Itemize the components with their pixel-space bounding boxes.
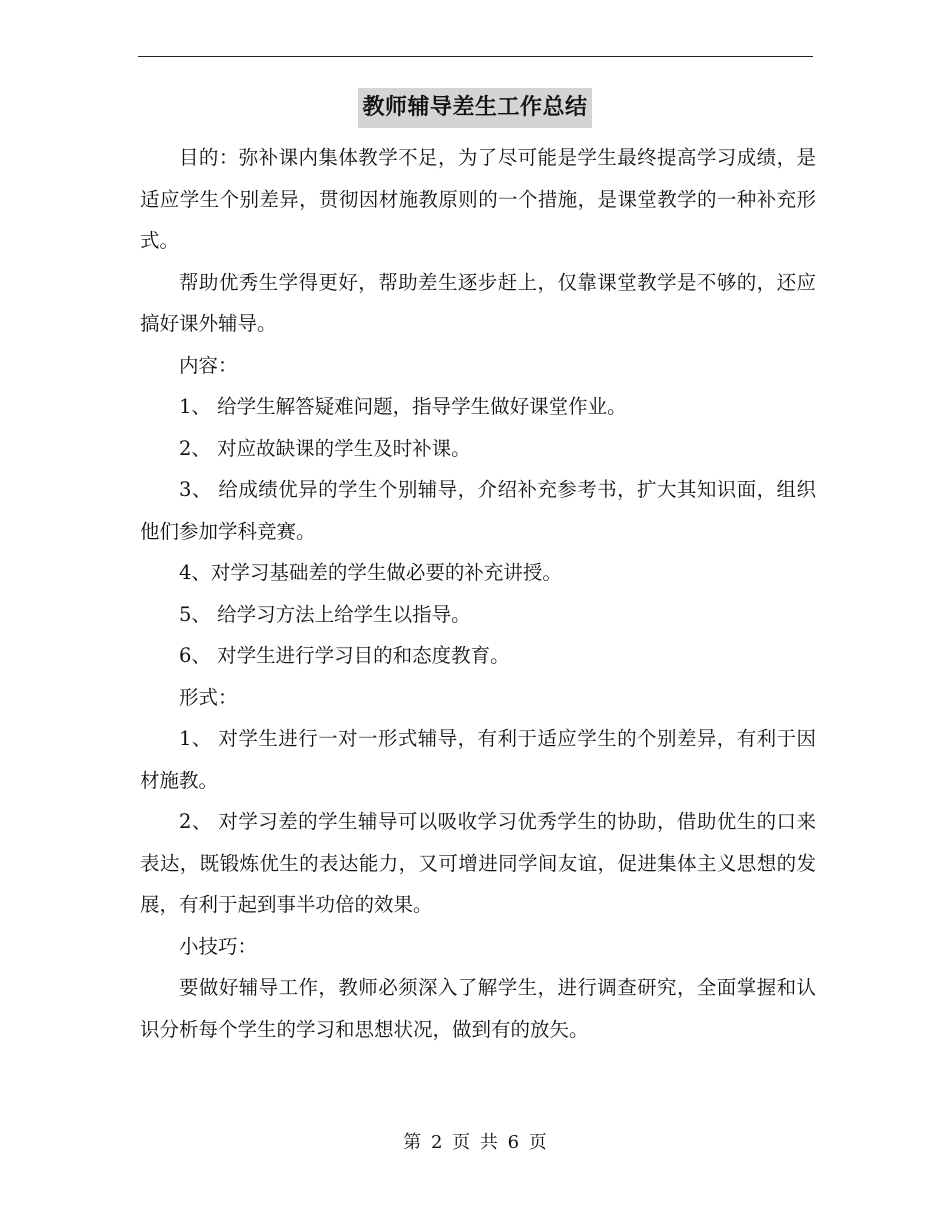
form-item-1: 1、 对学生进行一对一形式辅导，有利于适应学生的个别差异，有利于因材施教。 — [140, 727, 816, 792]
header-rule — [138, 56, 813, 57]
paragraph-help: 帮助优秀生学得更好，帮助差生逐步赶上，仅靠课堂教学是不够的，还应搞好课外辅导。 — [140, 270, 816, 335]
heading-content: 内容： — [179, 353, 238, 377]
page-number-footer: 第 2 页 共 6 页 — [403, 1132, 547, 1153]
content-item-4: 4、对学习基础差的学生做必要的补充讲授。 — [179, 561, 562, 584]
heading-tips: 小技巧： — [179, 934, 258, 958]
content-item-5: 5、 给学习方法上给学生以指导。 — [179, 602, 471, 626]
content-item-2: 2、 对应故缺课的学生及时补课。 — [179, 436, 471, 460]
content-item-3: 3、 给成绩优异的学生个别辅导，介绍补充参考书，扩大其知识面，组织他们参加学科竞赛。 — [140, 478, 816, 543]
document-title: 教师辅导差生工作总结 — [358, 88, 591, 128]
paragraph-purpose: 目的：弥补课内集体教学不足，为了尽可能是学生最终提高学习成绩，是适应学生个别差异，贯彻因材施教原则的一个措施，是课堂教学的一种补充形式。 — [140, 146, 816, 252]
heading-form: 形式： — [179, 685, 238, 709]
paragraph-tips: 要做好辅导工作，教师必须深入了解学生，进行调查研究，全面掌握和认识分析每个学生的学习和思想状况，做到有的放矢。 — [140, 976, 816, 1041]
content-item-1: 1、 给学生解答疑难问题，指导学生做好课堂作业。 — [179, 395, 627, 418]
form-item-2: 2、 对学习差的学生辅导可以吸收学习优秀学生的协助，借助优生的口来表达，既锻炼优生的表达能力，又可增进同学间友谊，促进集体主义思想的发展，有利于起到事半功倍的效果。 — [140, 810, 816, 916]
title-container — [0, 88, 950, 128]
content-item-6: 6、 对学生进行学习目的和态度教育。 — [179, 644, 510, 667]
document-body — [140, 137, 816, 1050]
